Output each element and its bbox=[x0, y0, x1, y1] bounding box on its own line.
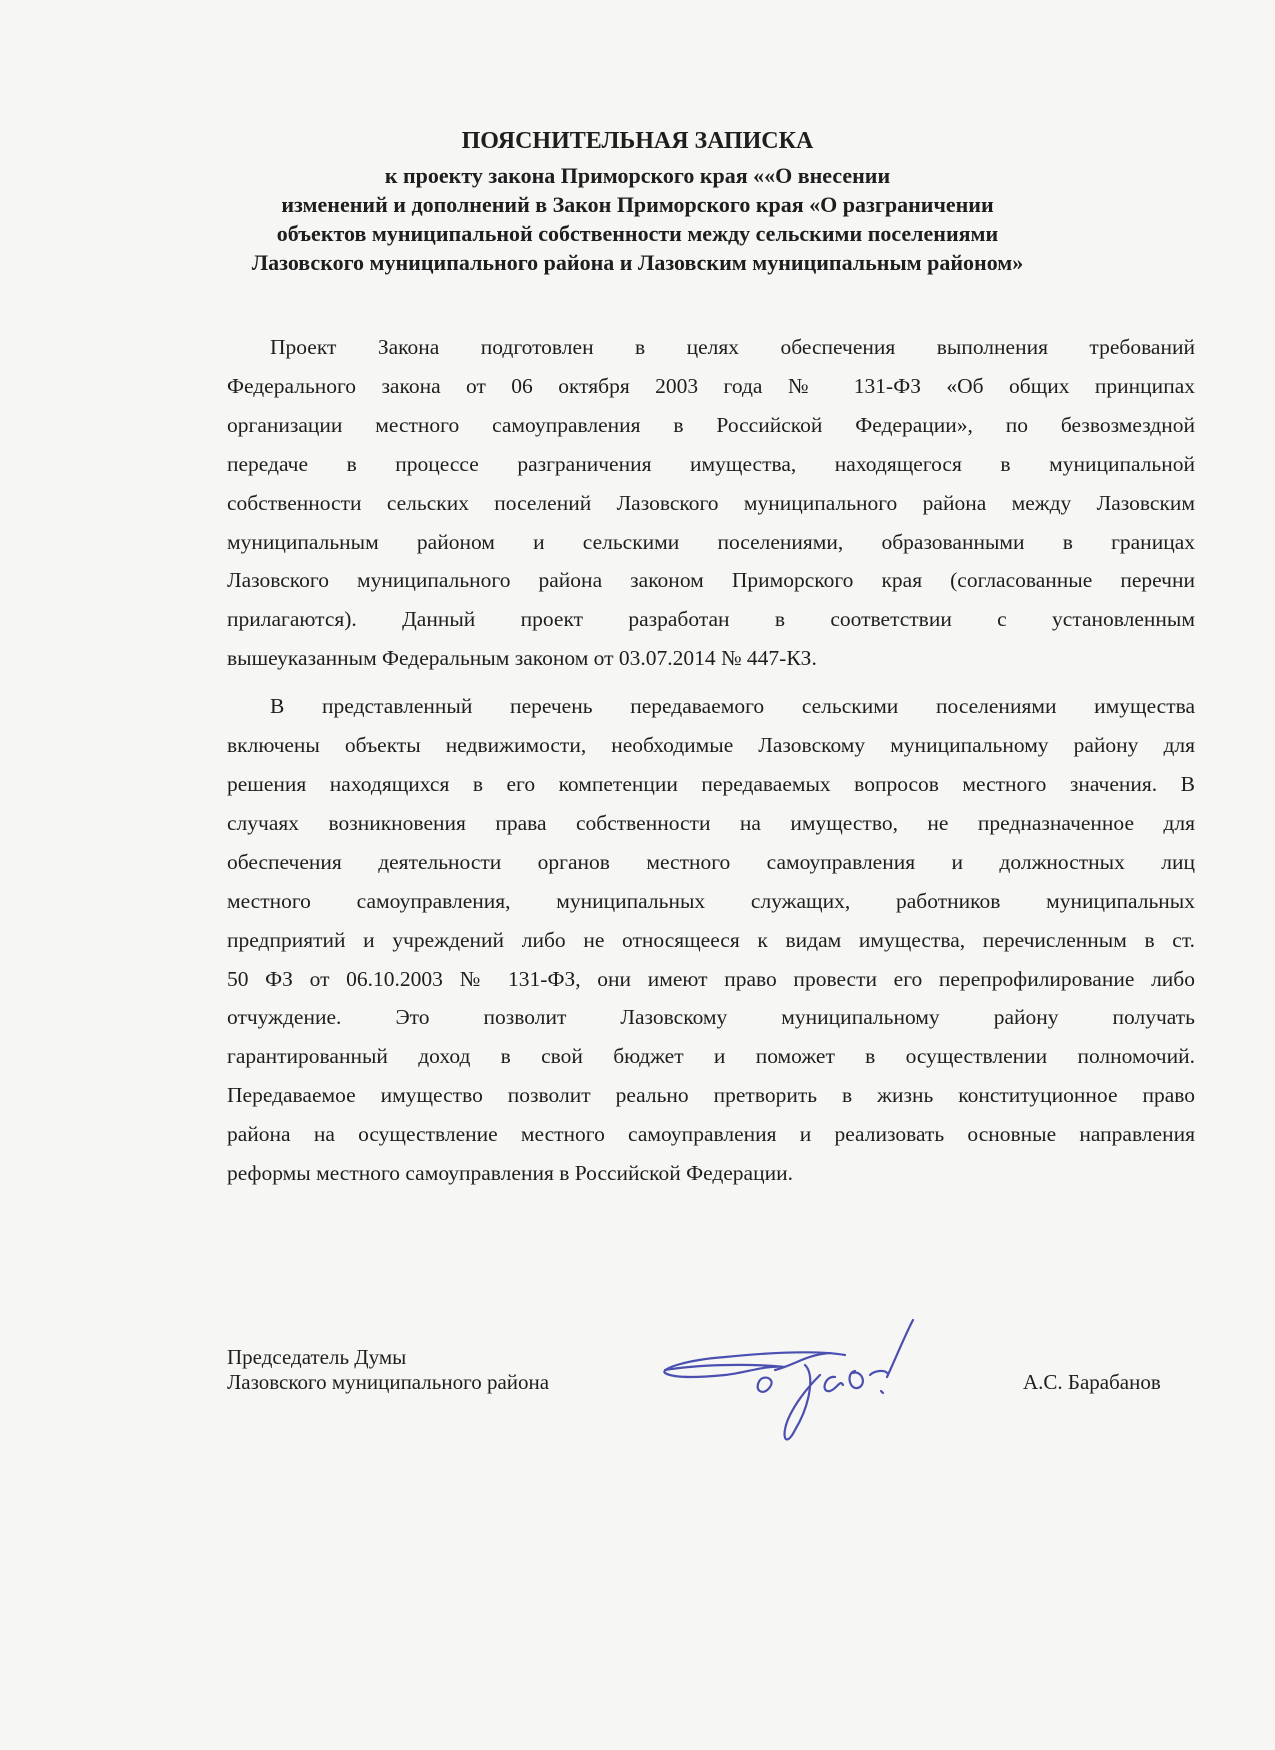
text-line: вышеуказанным Федеральным законом от 03.07.2014 № 447-КЗ. bbox=[227, 646, 817, 671]
text-line: предприятий и учреждений либо не относящееся к видам имущества, перечисленным в ст. bbox=[227, 927, 1195, 952]
text-line: передаче в процессе разграничения имущества, находящегося в муниципальной bbox=[227, 451, 1195, 476]
text-line: обеспечения деятельности органов местного самоуправления и должностных лиц bbox=[227, 849, 1195, 874]
text-line: района на осуществление местного самоуправления и реализовать основные направления bbox=[227, 1122, 1195, 1147]
text-line: местного самоуправления, муниципальных служащих, работников муниципальных bbox=[227, 888, 1195, 913]
text-line: Федерального закона от 06 октября 2003 года № 131-ФЗ «Об общих принципах bbox=[227, 373, 1195, 398]
text-line: включены объекты недвижимости, необходимые Лазовскому муниципальному району для bbox=[227, 733, 1195, 758]
text-line: решения находящихся в его компетенции передаваемых вопросов местного значения. В bbox=[227, 771, 1195, 796]
position-line-1: Председатель Думы bbox=[227, 1345, 407, 1369]
subtitle-line: к проекту закона Приморского края ««О внесении bbox=[384, 163, 891, 188]
text-line: В представленный перечень передаваемого сельскими поселениями имущества bbox=[270, 694, 1195, 719]
subtitle-line: объектов муниципальной собственности между сельскими поселениями bbox=[276, 221, 999, 246]
text-line: Лазовского муниципального района законом Приморского края (согласованные перечни bbox=[227, 568, 1195, 593]
position-line-2: Лазовского муниципального района bbox=[227, 1370, 550, 1394]
subtitle-line: Лазовского муниципального района и Лазовским муниципальным районом» bbox=[251, 250, 1024, 275]
text-line: отчуждение. Это позволит Лазовскому муниципальному району получать bbox=[227, 1005, 1195, 1030]
subtitle-line: изменений и дополнений в Закон Приморского края «О разграничении bbox=[281, 192, 994, 217]
text-line: муниципальным районом и сельскими поселениями, образованными в границах bbox=[227, 529, 1195, 554]
text-line: Передаваемое имущество позволит реально претворить в жизнь конституционное право bbox=[227, 1083, 1195, 1108]
text-line: прилагаются). Данный проект разработан в соответствии с установленным bbox=[227, 607, 1195, 632]
paragraph bbox=[227, 687, 1195, 1193]
text-line: собственности сельских поселений Лазовского муниципального района между Лазовским bbox=[227, 490, 1195, 515]
document-body bbox=[227, 328, 1195, 1202]
text-line: гарантированный доход в свой бюджет и поможет в осуществлении полномочий. bbox=[227, 1044, 1195, 1069]
text-line: 50 ФЗ от 06.10.2003 № 131-ФЗ, они имеют право провести его перепрофилирование либо bbox=[227, 966, 1195, 991]
text-line: Проект Закона подготовлен в целях обеспечения выполнения требований bbox=[270, 335, 1195, 359]
signatory-name: А.С. Барабанов bbox=[1023, 1370, 1161, 1394]
text-line: реформы местного самоуправления в Российской Федерации. bbox=[227, 1161, 793, 1186]
document-title: ПОЯСНИТЕЛЬНАЯ ЗАПИСКА bbox=[461, 128, 814, 154]
document-subtitle bbox=[0, 161, 1275, 277]
paragraph bbox=[227, 328, 1195, 678]
text-line: организации местного самоуправления в Российской Федерации», по безвозмездной bbox=[227, 412, 1195, 437]
handwritten-signature bbox=[655, 1315, 965, 1465]
signatory-position bbox=[227, 1345, 549, 1395]
text-line: случаях возникновения права собственности на имущество, не предназначенное для bbox=[227, 810, 1195, 835]
